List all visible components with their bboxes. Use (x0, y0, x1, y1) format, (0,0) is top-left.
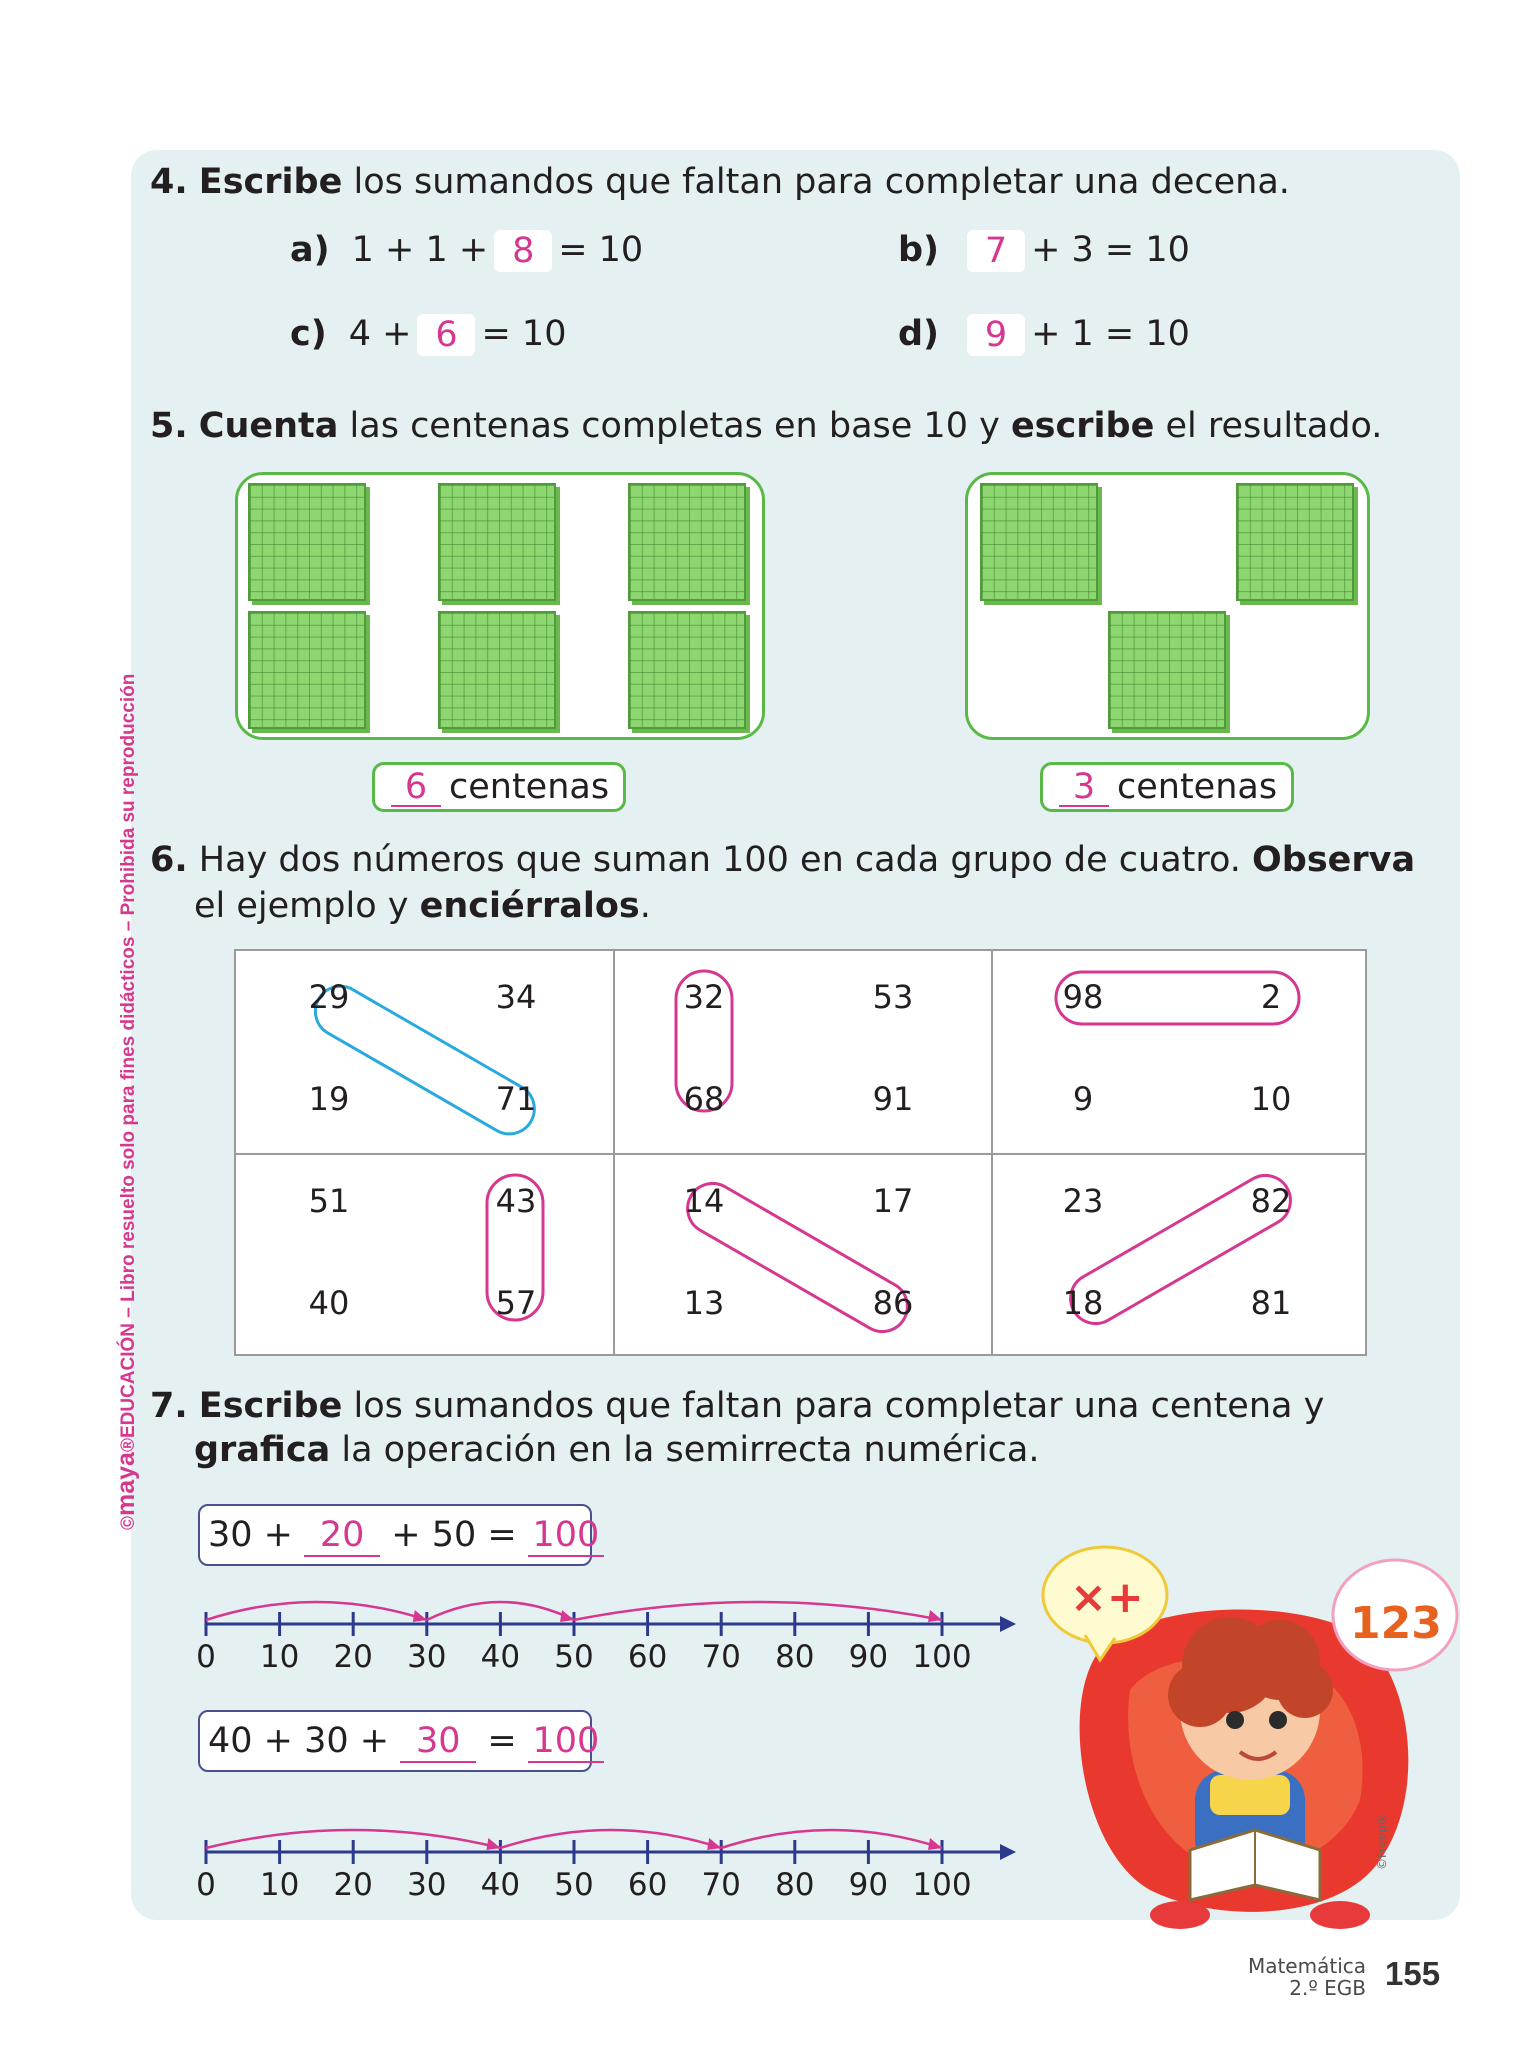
cell-number[interactable]: 86 (872, 1284, 914, 1322)
cell-number[interactable]: 9 (1072, 1080, 1094, 1118)
answer-field[interactable]: 30 (400, 1721, 476, 1763)
copyright-sidebar (112, 674, 141, 1530)
jump-arrowhead (413, 1610, 427, 1622)
tick-label: 100 (912, 1639, 972, 1675)
q4-item-d: d) 9 + 1 = 10 (898, 314, 1190, 355)
question-6-line-1: 6. Hay dos números que suman 100 en cada grupo de cuatro. Observa (150, 840, 1416, 880)
expression-1: 30 + 20 + 50 = 100 (198, 1504, 592, 1566)
result-field[interactable]: 100 (528, 1721, 604, 1763)
tick-label: 70 (701, 1639, 741, 1675)
q4-item-c: c) 4 + 6 = 10 (290, 314, 567, 355)
child-reading-illustration (1040, 1520, 1460, 1950)
image-credit: ©Freepik (1375, 1814, 1389, 1870)
tick-label: 50 (554, 1867, 594, 1903)
jump-arrowhead (486, 1838, 500, 1850)
cell-number[interactable]: 23 (1062, 1182, 1104, 1220)
tick-label: 20 (333, 1639, 373, 1675)
question-5: 5. Cuenta las centenas completas en base 10 y escribe el resultado. (150, 406, 1383, 446)
jump-arrowhead (928, 1610, 942, 1622)
axis-arrow-icon (1000, 1844, 1016, 1860)
tick-label: 90 (848, 1867, 889, 1903)
encircle-marks (236, 951, 1369, 1358)
hundred-flat (438, 611, 556, 729)
q5-answer-2: 3 centenas (1040, 762, 1294, 812)
hundreds-group-2 (965, 472, 1370, 740)
cell-number[interactable]: 81 (1250, 1284, 1292, 1322)
cell-number[interactable]: 19 (308, 1080, 350, 1118)
cell-number[interactable]: 71 (495, 1080, 537, 1118)
q5-answer-1: 6 centenas (372, 762, 626, 812)
expression-2: 40 + 30 + 30 = 100 (198, 1710, 592, 1772)
tick-label: 60 (627, 1639, 668, 1675)
tick-label: 90 (848, 1639, 889, 1675)
hundred-flat (438, 483, 556, 601)
hundred-flat (248, 483, 366, 601)
jump-arc (500, 1830, 721, 1848)
result-field[interactable]: 100 (528, 1515, 604, 1557)
answer-field[interactable]: 20 (304, 1515, 380, 1557)
tick-label: 100 (912, 1867, 972, 1903)
tick-label: 40 (480, 1639, 521, 1675)
hundred-flat (980, 483, 1098, 601)
cell-number[interactable]: 34 (495, 978, 537, 1016)
cell-number[interactable]: 17 (872, 1182, 914, 1220)
numbers-icon: 123 (1350, 1598, 1442, 1649)
jump-arrowhead (928, 1838, 942, 1850)
cell-number[interactable]: 29 (308, 978, 350, 1016)
math-symbols-icon: ×+ (1070, 1572, 1144, 1623)
cell-number[interactable]: 14 (683, 1182, 725, 1220)
cell-number[interactable]: 43 (495, 1182, 537, 1220)
answer-box[interactable]: 6 (417, 314, 475, 356)
cell-number[interactable]: 40 (308, 1284, 350, 1322)
tick-label: 80 (775, 1867, 815, 1903)
copyright-symbol: © (118, 1516, 139, 1530)
page-number: 155 (1385, 1955, 1441, 1992)
question-6-line-2: el ejemplo y enciérralos. (194, 886, 651, 926)
q4-item-b: b) 7 + 3 = 10 (898, 230, 1190, 271)
hundred-flat (1236, 483, 1354, 601)
tick-label: 10 (259, 1867, 300, 1903)
cell-number[interactable]: 68 (683, 1080, 725, 1118)
tick-label: 0 (196, 1639, 216, 1675)
hundred-flat (628, 483, 746, 601)
cell-number[interactable]: 98 (1062, 978, 1104, 1016)
cell-number[interactable]: 82 (1250, 1182, 1292, 1220)
tick-label: 30 (407, 1639, 447, 1675)
hundred-flat (248, 611, 366, 729)
hundred-flat (1108, 611, 1226, 729)
cell-number[interactable]: 91 (872, 1080, 914, 1118)
jump-arc (721, 1830, 942, 1848)
answer-box[interactable]: 7 (967, 230, 1025, 272)
tick-label: 40 (480, 1867, 521, 1903)
axis-arrow-icon (1000, 1616, 1016, 1632)
brand-logo: maya (112, 1452, 140, 1516)
question-4: 4. Escribe los sumandos que faltan para completar una decena. (150, 162, 1290, 202)
tick-label: 50 (554, 1639, 594, 1675)
jump-arrowhead (707, 1838, 721, 1850)
footer-subject: Matemática 2.º EGB (1247, 1954, 1366, 2000)
cell-number[interactable]: 13 (683, 1284, 725, 1322)
question-7-line-2: grafica la operación en la semirrecta numérica. (194, 1430, 1040, 1470)
answer-box[interactable]: 8 (494, 230, 552, 272)
jump-arc (206, 1602, 427, 1620)
answer-field[interactable]: 3 (1059, 769, 1109, 807)
number-groups-table (234, 949, 1367, 1356)
jump-arc (574, 1602, 942, 1620)
tick-label: 60 (627, 1867, 668, 1903)
answer-field[interactable]: 6 (391, 769, 441, 807)
jump-arrowhead (560, 1610, 574, 1622)
hundreds-group-1 (235, 472, 765, 740)
answer-box[interactable]: 9 (967, 314, 1025, 356)
cell-number[interactable]: 10 (1250, 1080, 1292, 1118)
q4-item-a: a) 1 + 1 + 8 = 10 (290, 230, 644, 271)
tick-label: 10 (259, 1639, 300, 1675)
tick-label: 0 (196, 1867, 216, 1903)
cell-number[interactable]: 51 (308, 1182, 350, 1220)
copyright-text: ®EDUCACIÓN – Libro resuelto solo para fines didácticos – Prohibida su reproducción (118, 673, 139, 1453)
tick-label: 20 (333, 1867, 373, 1903)
tick-label: 70 (701, 1867, 741, 1903)
cell-number[interactable]: 2 (1260, 978, 1282, 1016)
cell-number[interactable]: 32 (683, 978, 725, 1016)
cell-number[interactable]: 18 (1062, 1284, 1104, 1322)
tick-label: 30 (407, 1867, 447, 1903)
hundred-flat (628, 611, 746, 729)
question-7-line-1: 7. Escribe los sumandos que faltan para completar una centena y (150, 1386, 1325, 1426)
cell-number[interactable]: 57 (495, 1284, 537, 1322)
tick-label: 80 (775, 1639, 815, 1675)
cell-number[interactable]: 53 (872, 978, 914, 1016)
